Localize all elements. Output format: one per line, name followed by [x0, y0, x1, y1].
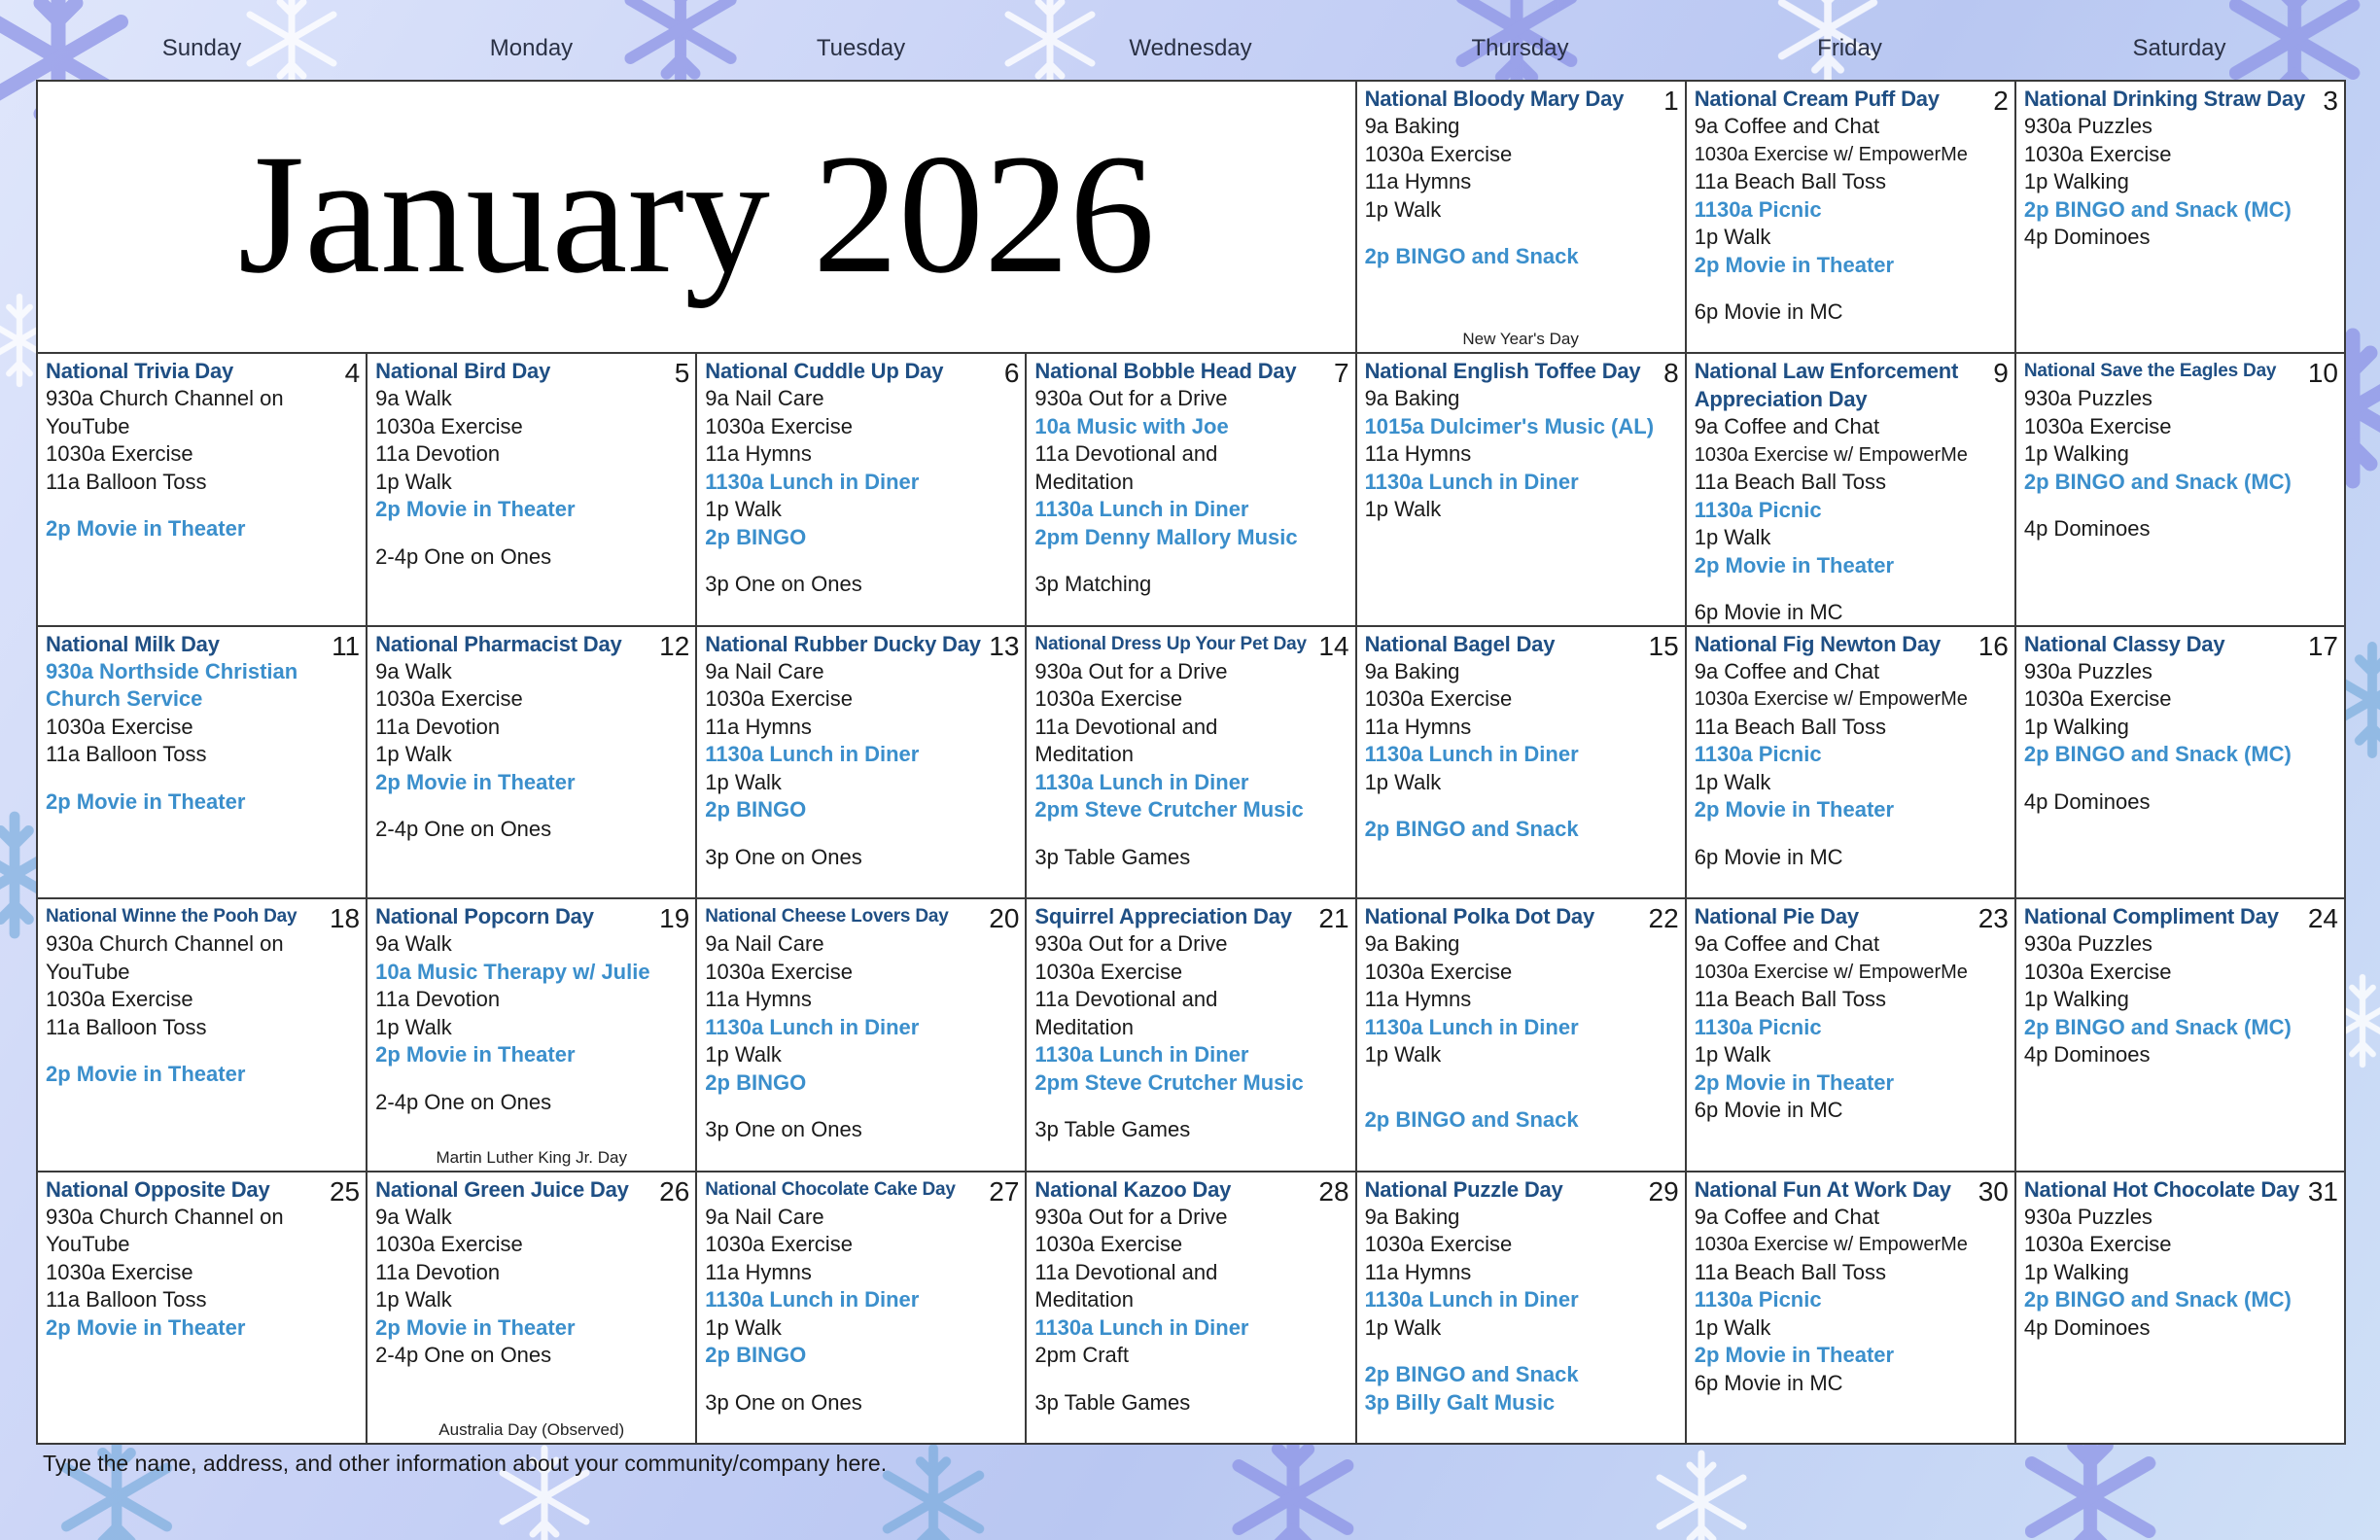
- event: 1030a Exercise: [2023, 959, 2172, 984]
- day-holiday: National Green Juice Day: [375, 1176, 629, 1202]
- day-holiday: Squirrel Appreciation Day: [1034, 904, 1292, 929]
- event: 11a Balloon Toss: [46, 1287, 207, 1312]
- event-highlight: 2p Movie in Theater: [46, 1314, 246, 1340]
- event: 930a Church Channel on: [46, 386, 284, 411]
- day-holiday: National Classy Day: [2023, 631, 2225, 656]
- day-holiday: National Winne the Pooh Day: [46, 906, 298, 928]
- event: 1p Walk: [705, 769, 782, 794]
- day-cell-14[interactable]: [1027, 627, 1356, 899]
- event-highlight: 1130a Lunch in Diner: [1364, 1287, 1579, 1312]
- event: 9a Coffee and Chat: [1694, 414, 1880, 439]
- day-cell-9[interactable]: [1687, 354, 2016, 626]
- event: 11a Devotional and: [1034, 987, 1218, 1012]
- day-number: 11: [332, 630, 361, 661]
- event: 3p One on Ones: [705, 844, 862, 869]
- event: 11a Beach Ball Toss: [1694, 987, 1887, 1012]
- event: 3p One on Ones: [705, 572, 862, 597]
- weekday-wednesday: Wednesday: [1129, 35, 1252, 61]
- event: 9a Baking: [1364, 386, 1460, 411]
- day-cell-1[interactable]: [1357, 82, 1687, 354]
- day-holiday: National Bloody Mary Day: [1364, 87, 1625, 111]
- event-highlight: 2p BINGO and Snack: [1364, 1362, 1579, 1387]
- day-holiday: National Fun At Work Day: [1694, 1176, 1951, 1202]
- event: 2pm Craft: [1034, 1343, 1130, 1368]
- day-holiday: National Rubber Ducky Day: [705, 631, 981, 656]
- day-number: 10: [2307, 358, 2338, 389]
- event: Meditation: [1034, 742, 1134, 767]
- day-number: 4: [344, 358, 361, 389]
- event-highlight: 1130a Lunch in Diner: [705, 469, 920, 494]
- event-highlight: 2p BINGO and Snack: [1364, 1106, 1579, 1132]
- weekday-sunday: Sunday: [161, 35, 242, 61]
- event: 1p Walk: [375, 742, 452, 767]
- event: 1030a Exercise w/ EmpowerMe: [1694, 143, 1968, 165]
- event-highlight: 1130a Lunch in Diner: [1364, 742, 1579, 767]
- event-highlight: 1130a Lunch in Diner: [705, 742, 920, 767]
- day-holiday: National Cheese Lovers Day: [705, 906, 949, 928]
- event: 1p Walk: [1694, 525, 1771, 550]
- event-highlight: 1130a Lunch in Diner: [705, 1287, 920, 1312]
- weekday-tuesday: Tuesday: [816, 35, 906, 61]
- event: 2-4p One on Ones: [375, 1089, 552, 1114]
- event: 3p Table Games: [1034, 844, 1191, 869]
- event: 1p Walk: [1364, 769, 1442, 794]
- event-highlight: 10a Music Therapy w/ Julie: [375, 959, 650, 984]
- day-number: 8: [1663, 358, 1679, 389]
- event-highlight: 1130a Picnic: [1694, 1014, 1822, 1039]
- day-cell-27[interactable]: [697, 1172, 1027, 1445]
- event: 6p Movie in MC: [1694, 1370, 1843, 1395]
- day-holiday: National Puzzle Day: [1364, 1176, 1563, 1202]
- event-highlight: 2pm Steve Crutcher Music: [1034, 1069, 1304, 1095]
- event-highlight: 2p Movie in Theater: [46, 1062, 246, 1087]
- event: 11a Beach Ball Toss: [1694, 714, 1887, 739]
- event: 930a Puzzles: [2023, 386, 2152, 411]
- event: 1030a Exercise: [375, 1232, 523, 1257]
- day-number: 20: [989, 903, 1020, 934]
- event: 1p Walk: [375, 1014, 452, 1039]
- event: 1030a Exercise: [1364, 686, 1513, 712]
- day-cell-2[interactable]: [1687, 82, 2016, 354]
- event: 6p Movie in MC: [1694, 844, 1843, 869]
- day-number: 24: [2307, 903, 2338, 934]
- event: 9a Nail Care: [705, 1204, 824, 1229]
- month-title: January 2026: [237, 119, 1155, 309]
- weekday-header-row: [37, 35, 2345, 66]
- event-highlight: 2p Movie in Theater: [46, 516, 246, 542]
- day-cell-17[interactable]: [2016, 627, 2346, 899]
- event-highlight: 1130a Lunch in Diner: [1034, 769, 1249, 794]
- day-number: 9: [1993, 358, 2009, 389]
- day-number: 3: [2323, 86, 2338, 116]
- event: 11a Devotion: [375, 987, 501, 1012]
- event-highlight: 2p Movie in Theater: [46, 788, 246, 814]
- day-holiday: National Pie Day: [1694, 904, 1859, 929]
- event-highlight: 2pm Denny Mallory Music: [1034, 524, 1298, 549]
- event: 1p Walk: [705, 497, 782, 522]
- event-highlight: 930a Northside Christian: [46, 658, 298, 683]
- event: 1030a Exercise: [2023, 686, 2172, 712]
- day-number: 17: [2307, 630, 2338, 661]
- event-highlight: 3p Billy Galt Music: [1364, 1389, 1556, 1415]
- event-highlight: 2p BINGO and Snack: [1364, 817, 1579, 842]
- event: YouTube: [46, 413, 130, 438]
- event: 6p Movie in MC: [1694, 600, 1843, 625]
- event-highlight: 2p Movie in Theater: [1694, 252, 1895, 277]
- day-cell-23[interactable]: [1687, 899, 2016, 1172]
- event: 3p One on Ones: [705, 1117, 862, 1142]
- event: 1030a Exercise: [2023, 413, 2172, 438]
- event-highlight: 1130a Lunch in Diner: [1034, 497, 1249, 522]
- event: 11a Devotional and: [1034, 441, 1218, 467]
- event: 9a Walk: [375, 386, 452, 411]
- event: 1030a Exercise: [705, 686, 853, 712]
- event: 9a Nail Care: [705, 386, 824, 411]
- event: 9a Coffee and Chat: [1694, 114, 1880, 138]
- event: 11a Balloon Toss: [46, 742, 207, 767]
- day-cell-7[interactable]: [1027, 354, 1356, 626]
- event: YouTube: [46, 959, 130, 984]
- event: 1p Walk: [375, 1287, 452, 1312]
- event: 2-4p One on Ones: [375, 543, 552, 569]
- event-highlight: 2p BINGO and Snack (MC): [2023, 469, 2292, 494]
- day-holiday: National Dress Up Your Pet Day: [1034, 633, 1307, 654]
- weekday-thursday: Thursday: [1471, 35, 1569, 61]
- day-holiday: National Cuddle Up Day: [705, 359, 944, 384]
- day-holiday: National Trivia Day: [46, 359, 234, 384]
- event: 4p Dominoes: [2023, 788, 2151, 814]
- event: 1030a Exercise: [1034, 1232, 1183, 1257]
- calendar-grid: [36, 80, 2346, 1445]
- event: 1030a Exercise w/ EmpowerMe: [1694, 443, 1968, 466]
- event-highlight: 1130a Picnic: [1694, 497, 1822, 522]
- event: 1030a Exercise w/ EmpowerMe: [1694, 1234, 1968, 1256]
- day-number: 31: [2307, 1175, 2338, 1207]
- event: 930a Puzzles: [2023, 1204, 2152, 1229]
- day-number: 12: [659, 630, 690, 661]
- day-cell-16[interactable]: [1687, 627, 2016, 899]
- day-number: 26: [659, 1175, 690, 1207]
- day-holiday: National Bobble Head Day: [1034, 359, 1297, 384]
- day-holiday: National Chocolate Cake Day: [705, 1178, 956, 1200]
- community-info-footer: Type the name, address, and other information about your community/company here.: [43, 1451, 888, 1476]
- event: 1p Walk: [1694, 769, 1771, 794]
- weekday-saturday: Saturday: [2132, 35, 2226, 61]
- event: 9a Coffee and Chat: [1694, 1204, 1880, 1229]
- day-number: 23: [1978, 903, 2009, 934]
- day-holiday: National Pharmacist Day: [375, 631, 622, 656]
- event-highlight: 2p BINGO: [705, 1343, 807, 1368]
- event: 930a Puzzles: [2023, 114, 2152, 138]
- event: 11a Beach Ball Toss: [1694, 1259, 1887, 1284]
- event: 1030a Exercise: [1034, 686, 1183, 712]
- event: 9a Coffee and Chat: [1694, 658, 1880, 683]
- event-highlight: 1130a Lunch in Diner: [1364, 1014, 1579, 1039]
- event-highlight: 2p Movie in Theater: [375, 497, 576, 522]
- day-number: 5: [674, 358, 690, 389]
- event: 11a Balloon Toss: [46, 1014, 207, 1039]
- event: 9a Coffee and Chat: [1694, 931, 1880, 957]
- event: 1030a Exercise: [2023, 1232, 2172, 1257]
- event: Meditation: [1034, 469, 1134, 494]
- day-holiday: National Bagel Day: [1364, 631, 1556, 656]
- event-highlight: 2p Movie in Theater: [375, 769, 576, 794]
- event-highlight: 1130a Lunch in Diner: [705, 1014, 920, 1039]
- day-holiday: National Kazoo Day: [1034, 1176, 1232, 1202]
- event: 930a Out for a Drive: [1034, 1204, 1228, 1229]
- event: 11a Balloon Toss: [46, 469, 207, 494]
- day-cell-15[interactable]: [1357, 627, 1687, 899]
- event-highlight: 1130a Picnic: [1694, 1287, 1822, 1312]
- day-holiday: National Save the Eagles Day: [2023, 361, 2277, 382]
- event: 3p One on Ones: [705, 1389, 862, 1415]
- event: 1030a Exercise: [46, 714, 193, 739]
- day-cell-5[interactable]: [368, 354, 697, 626]
- day-holiday: National Law Enforcement Appreciation Day: [1694, 359, 1959, 412]
- event: 2-4p One on Ones: [375, 817, 552, 842]
- event-highlight: 2p BINGO and Snack (MC): [2023, 1014, 2292, 1039]
- day-cell-30[interactable]: [1687, 1172, 2016, 1445]
- event: 11a Hymns: [1364, 169, 1472, 193]
- day-cell-21[interactable]: [1027, 899, 1356, 1172]
- day-holiday: National Fig Newton Day: [1694, 631, 1942, 656]
- day-holiday: National Cream Puff Day: [1694, 87, 1940, 111]
- event: 1p Walking: [2023, 169, 2129, 193]
- event: 1p Walk: [375, 469, 452, 494]
- event-highlight: 2p BINGO: [705, 524, 807, 549]
- event: 1030a Exercise: [46, 987, 193, 1012]
- day-cell-29[interactable]: [1357, 1172, 1687, 1445]
- day-cell-13[interactable]: [697, 627, 1027, 899]
- day-cell-8[interactable]: [1357, 354, 1687, 626]
- day-cell-12[interactable]: [368, 627, 697, 899]
- event: 11a Devotion: [375, 441, 501, 467]
- month-title-cell: [38, 82, 1357, 354]
- day-cell-28[interactable]: [1027, 1172, 1356, 1445]
- day-cell-18[interactable]: [38, 899, 368, 1172]
- event-highlight: 2p BINGO and Snack (MC): [2023, 196, 2292, 222]
- event: 1030a Exercise: [1364, 959, 1513, 984]
- event: 930a Church Channel on: [46, 1204, 284, 1229]
- event: 9a Walk: [375, 931, 452, 957]
- event: YouTube: [46, 1232, 130, 1257]
- day-holiday: National Bird Day: [375, 359, 551, 384]
- event: 11a Devotion: [375, 1259, 501, 1284]
- day-cell-24[interactable]: [2016, 899, 2346, 1172]
- day-holiday: National Milk Day: [46, 631, 220, 656]
- day-number: 30: [1978, 1175, 2009, 1207]
- event: Meditation: [1034, 1287, 1134, 1312]
- event-highlight: 2p Movie in Theater: [1694, 552, 1895, 578]
- event: 11a Devotional and: [1034, 714, 1218, 739]
- event: 1030a Exercise: [375, 686, 523, 712]
- event: 1p Walking: [2023, 441, 2129, 467]
- day-number: 7: [1333, 358, 1349, 389]
- event: 930a Out for a Drive: [1034, 386, 1228, 411]
- event: 1p Walk: [1364, 1314, 1442, 1340]
- event: 4p Dominoes: [2023, 516, 2151, 542]
- event-highlight: 2p BINGO: [705, 797, 807, 822]
- event-highlight: 1130a Lunch in Diner: [1034, 1314, 1249, 1340]
- day-number: 28: [1318, 1175, 1349, 1207]
- event-highlight: 2p BINGO and Snack (MC): [2023, 1287, 2292, 1312]
- event: 1030a Exercise: [2023, 141, 2172, 166]
- event: 11a Hymns: [1364, 987, 1472, 1012]
- event: 11a Hymns: [705, 714, 812, 739]
- event: 1030a Exercise: [1364, 141, 1513, 166]
- event: 1p Walking: [2023, 1259, 2129, 1284]
- observance-label: New Year's Day: [1462, 330, 1579, 349]
- day-holiday: National Hot Chocolate Day: [2023, 1176, 2300, 1202]
- day-number: 1: [1663, 86, 1679, 116]
- event: 930a Puzzles: [2023, 658, 2152, 683]
- event: 1p Walk: [1694, 1042, 1771, 1068]
- event: 1030a Exercise: [375, 413, 523, 438]
- day-holiday: National Compliment Day: [2023, 904, 2279, 929]
- day-number: 29: [1648, 1175, 1679, 1207]
- event: 9a Baking: [1364, 658, 1460, 683]
- event: Meditation: [1034, 1014, 1134, 1039]
- event: 9a Nail Care: [705, 931, 824, 957]
- event: 1p Walking: [2023, 987, 2129, 1012]
- event: 1p Walk: [1364, 497, 1442, 522]
- event-highlight: 1130a Lunch in Diner: [1034, 1042, 1249, 1068]
- event: 11a Hymns: [1364, 1259, 1472, 1284]
- event-highlight: 1130a Lunch in Diner: [1364, 469, 1579, 494]
- event: 11a Devotional and: [1034, 1259, 1218, 1284]
- event: 6p Movie in MC: [1694, 1098, 1843, 1123]
- event: 930a Puzzles: [2023, 931, 2152, 957]
- day-cell-10[interactable]: [2016, 354, 2346, 626]
- event: 9a Baking: [1364, 114, 1460, 138]
- event: 11a Devotion: [375, 714, 501, 739]
- day-number: 14: [1318, 630, 1349, 661]
- event: 4p Dominoes: [2023, 225, 2151, 249]
- event-highlight: Church Service: [46, 686, 203, 712]
- event: 4p Dominoes: [2023, 1042, 2151, 1068]
- event: 3p Matching: [1034, 572, 1152, 597]
- day-holiday: National Opposite Day: [46, 1176, 270, 1202]
- event: 930a Out for a Drive: [1034, 931, 1228, 957]
- day-number: 19: [659, 903, 690, 934]
- day-number: 21: [1318, 903, 1349, 934]
- event: 1p Walk: [705, 1042, 782, 1068]
- event: 3p Table Games: [1034, 1117, 1191, 1142]
- day-cell-6[interactable]: [697, 354, 1027, 626]
- observance-label: Australia Day (Observed): [438, 1419, 625, 1439]
- day-number: 27: [989, 1175, 1020, 1207]
- day-number: 16: [1978, 630, 2009, 661]
- event: 1p Walk: [1694, 225, 1771, 249]
- day-cell-4[interactable]: [38, 354, 368, 626]
- event-highlight: 2p Movie in Theater: [1694, 1069, 1895, 1095]
- day-cell-31[interactable]: [2016, 1172, 2346, 1445]
- day-cell-22[interactable]: [1357, 899, 1687, 1172]
- observance-label: Martin Luther King Jr. Day: [436, 1147, 627, 1167]
- day-holiday: National English Toffee Day: [1364, 359, 1641, 384]
- event: 4p Dominoes: [2023, 1314, 2151, 1340]
- event: 1030a Exercise w/ EmpowerMe: [1694, 961, 1968, 983]
- event-highlight: 1130a Picnic: [1694, 196, 1822, 222]
- weekday-monday: Monday: [489, 35, 574, 61]
- event: 1030a Exercise: [705, 959, 853, 984]
- event: 6p Movie in MC: [1694, 299, 1843, 324]
- event: 11a Hymns: [1364, 714, 1472, 739]
- day-number: 18: [329, 903, 361, 934]
- day-cell-19[interactable]: [368, 899, 697, 1172]
- event: 2-4p One on Ones: [375, 1343, 552, 1368]
- event: 11a Hymns: [705, 987, 812, 1012]
- event: 9a Walk: [375, 1204, 452, 1229]
- event: 11a Beach Ball Toss: [1694, 470, 1887, 495]
- day-cell-25[interactable]: [38, 1172, 368, 1445]
- event-highlight: 2p Movie in Theater: [375, 1042, 576, 1068]
- event: 1030a Exercise: [705, 1232, 853, 1257]
- event: 1030a Exercise: [46, 1259, 193, 1284]
- day-number: 25: [329, 1175, 361, 1207]
- day-number: 2: [1993, 86, 2009, 116]
- event-highlight: 2p BINGO and Snack: [1364, 244, 1579, 268]
- event: 930a Out for a Drive: [1034, 658, 1228, 683]
- day-cell-3[interactable]: [2016, 82, 2346, 354]
- event: 1p Walk: [1364, 196, 1442, 222]
- weekday-friday: Friday: [1817, 35, 1882, 61]
- event: 1p Walking: [2023, 714, 2129, 739]
- day-number: 22: [1648, 903, 1679, 934]
- event: 9a Nail Care: [705, 658, 824, 683]
- day-cell-26[interactable]: [368, 1172, 697, 1445]
- day-number: 15: [1648, 630, 1679, 661]
- event: 11a Hymns: [705, 1259, 812, 1284]
- event: 930a Church Channel on: [46, 931, 284, 957]
- event: 1030a Exercise: [1364, 1232, 1513, 1257]
- event: 11a Beach Ball Toss: [1694, 169, 1887, 193]
- event: 9a Walk: [375, 658, 452, 683]
- event: 11a Hymns: [1364, 441, 1472, 467]
- event: 3p Table Games: [1034, 1389, 1191, 1415]
- event: 1p Walk: [705, 1314, 782, 1340]
- event-highlight: 1130a Picnic: [1694, 742, 1822, 767]
- day-holiday: National Popcorn Day: [375, 904, 594, 929]
- event-highlight: 2p Movie in Theater: [375, 1314, 576, 1340]
- event-highlight: 1015a Dulcimer's Music (AL): [1364, 413, 1655, 438]
- day-cell-20[interactable]: [697, 899, 1027, 1172]
- day-holiday: National Polka Dot Day: [1364, 904, 1594, 929]
- event: 1030a Exercise: [46, 441, 193, 467]
- event-highlight: 2p Movie in Theater: [1694, 1343, 1895, 1368]
- event-highlight: 2p BINGO: [705, 1069, 807, 1095]
- event: 9a Baking: [1364, 931, 1460, 957]
- event: 1p Walk: [1364, 1042, 1442, 1068]
- day-cell-11[interactable]: [38, 627, 368, 899]
- event: 1p Walk: [1694, 1314, 1771, 1340]
- event: 9a Baking: [1364, 1204, 1460, 1229]
- day-number: 6: [1003, 358, 1020, 389]
- event-highlight: 10a Music with Joe: [1034, 413, 1229, 438]
- event-highlight: 2p Movie in Theater: [1694, 797, 1895, 822]
- event: 1030a Exercise: [1034, 959, 1183, 984]
- event: 11a Hymns: [705, 441, 812, 467]
- event: 1030a Exercise w/ EmpowerMe: [1694, 688, 1968, 711]
- event-highlight: 2pm Steve Crutcher Music: [1034, 797, 1304, 822]
- day-number: 13: [989, 630, 1020, 661]
- event: 1030a Exercise: [705, 413, 853, 438]
- event-highlight: 2p BINGO and Snack (MC): [2023, 742, 2292, 767]
- day-holiday: National Drinking Straw Day: [2023, 87, 2306, 111]
